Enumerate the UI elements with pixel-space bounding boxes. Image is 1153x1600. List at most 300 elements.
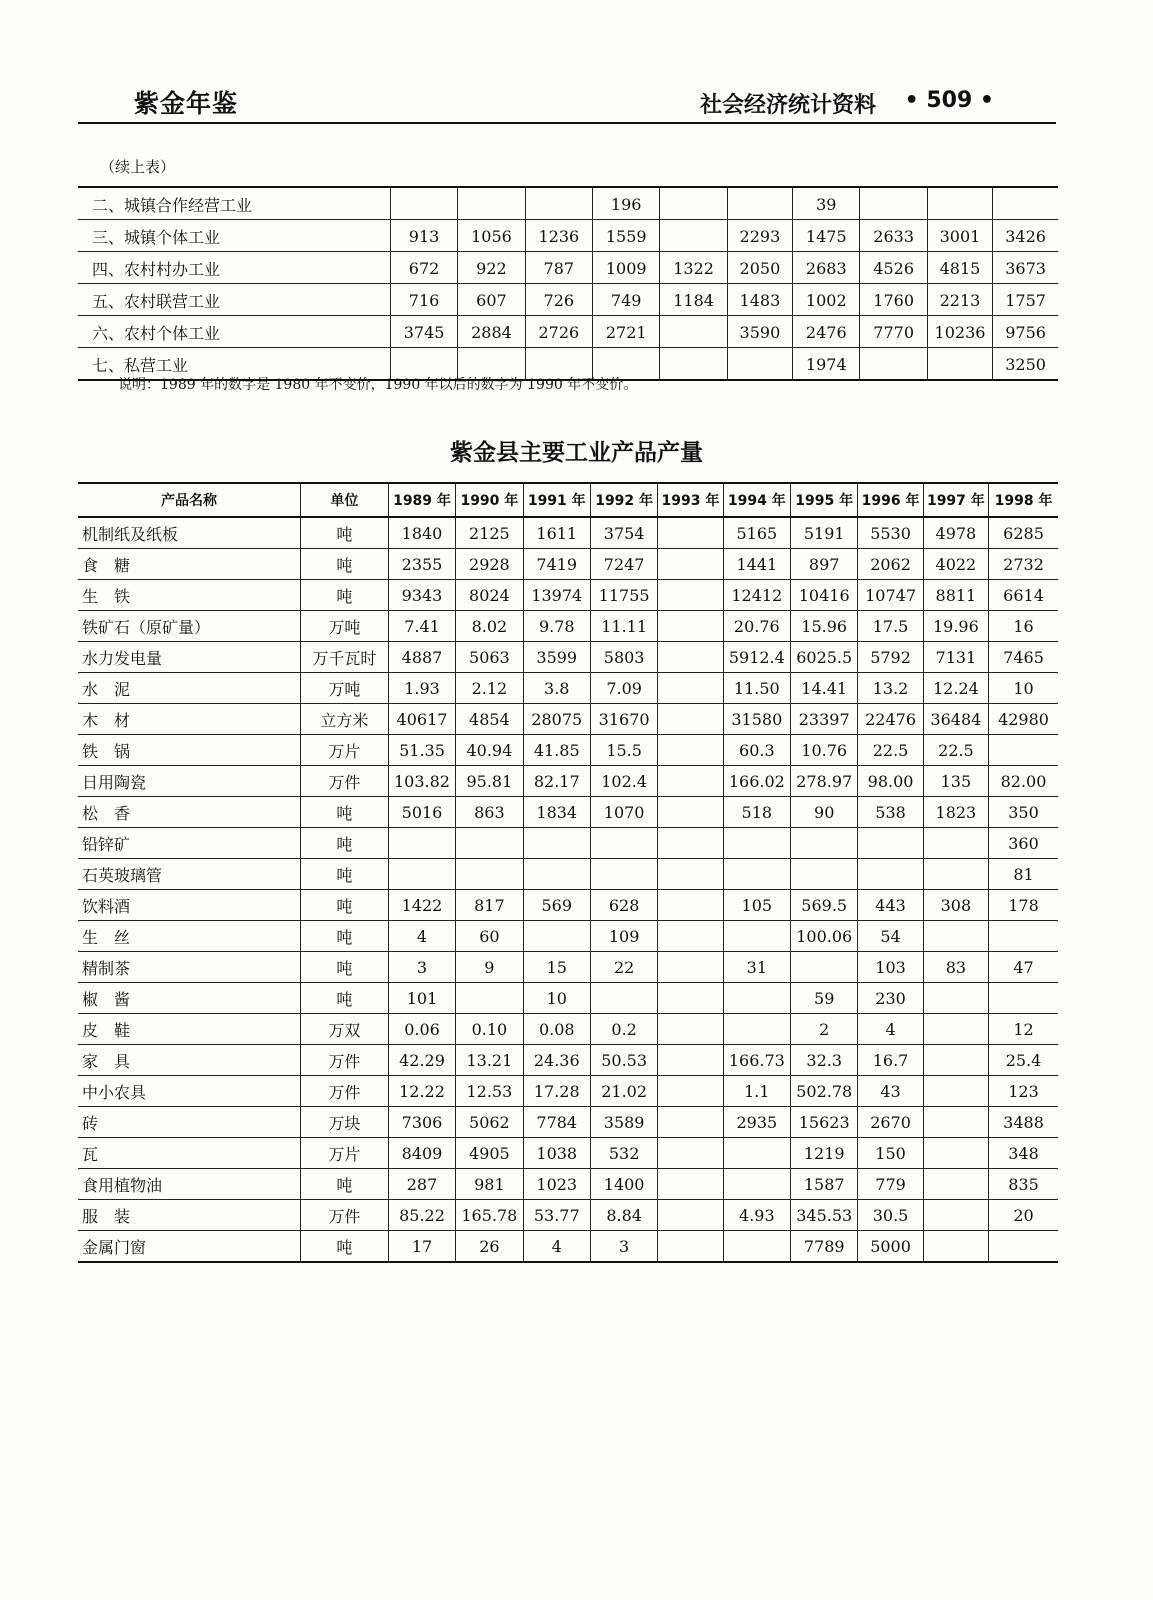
table-cell: 5165 xyxy=(723,517,790,549)
product-name: 椒 酱 xyxy=(78,983,301,1014)
table-row xyxy=(78,1014,1058,1045)
table-cell: 7306 xyxy=(388,1107,455,1138)
table-cell: 28075 xyxy=(523,704,590,735)
table-row xyxy=(78,611,1058,642)
table-row xyxy=(78,673,1058,704)
product-unit: 吨 xyxy=(301,580,389,611)
table-cell: 1219 xyxy=(791,1138,858,1169)
table-cell: 2928 xyxy=(456,549,523,580)
table-cell: 922 xyxy=(458,252,525,284)
table-cell: 4 xyxy=(858,1014,923,1045)
table-cell xyxy=(658,859,723,890)
row-label: 五、农村联营工业 xyxy=(78,284,390,316)
table-cell: 913 xyxy=(390,220,457,252)
table-cell: 21.02 xyxy=(590,1076,657,1107)
product-name: 松 香 xyxy=(78,797,301,828)
table-row xyxy=(78,316,1058,348)
table-cell: 3599 xyxy=(523,642,590,673)
table-cell: 11.50 xyxy=(723,673,790,704)
book-title: 紫金年鉴 xyxy=(134,89,239,118)
table-cell xyxy=(927,348,992,381)
product-unit: 万件 xyxy=(301,1200,389,1231)
table-cell xyxy=(458,187,525,220)
table-cell: 31670 xyxy=(590,704,657,735)
column-header: 1993 年 xyxy=(658,483,723,517)
table-cell: 15.96 xyxy=(791,611,858,642)
table-cell: 2 xyxy=(791,1014,858,1045)
table-cell: 538 xyxy=(858,797,923,828)
table-cell: 105 xyxy=(723,890,790,921)
table-cell: 5000 xyxy=(858,1231,923,1263)
table-cell: 1322 xyxy=(660,252,727,284)
table-cell xyxy=(456,859,523,890)
product-unit: 吨 xyxy=(301,859,389,890)
table-cell: 287 xyxy=(388,1169,455,1200)
table-cell xyxy=(923,1076,988,1107)
table-cell: 82.00 xyxy=(989,766,1058,797)
table-cell: 3589 xyxy=(590,1107,657,1138)
table-cell: 4.93 xyxy=(723,1200,790,1231)
table-cell: 20.76 xyxy=(723,611,790,642)
table-row xyxy=(78,187,1058,220)
table-cell xyxy=(860,348,927,381)
product-name: 机制纸及纸板 xyxy=(78,517,301,549)
table-cell: 787 xyxy=(525,252,592,284)
table-cell: 2213 xyxy=(927,284,992,316)
table-cell xyxy=(525,187,592,220)
table-row xyxy=(78,859,1058,890)
column-header: 产品名称 xyxy=(78,483,301,517)
table-cell: 779 xyxy=(858,1169,923,1200)
table-cell: 16 xyxy=(989,611,1058,642)
table-cell: 1002 xyxy=(793,284,860,316)
table-cell xyxy=(923,921,988,952)
table-cell: 1400 xyxy=(590,1169,657,1200)
continued-label: （续上表） xyxy=(100,158,176,176)
table-cell: 83 xyxy=(923,952,988,983)
table-cell: 22 xyxy=(590,952,657,983)
table-cell: 897 xyxy=(791,549,858,580)
table-cell xyxy=(923,1107,988,1138)
product-name: 铁矿石（原矿量） xyxy=(78,611,301,642)
table-cell: 103.82 xyxy=(388,766,455,797)
table-cell: 5792 xyxy=(858,642,923,673)
header-row xyxy=(78,483,1058,517)
table-cell: 1840 xyxy=(388,517,455,549)
product-name: 瓦 xyxy=(78,1138,301,1169)
table-cell: 749 xyxy=(593,284,660,316)
table-row xyxy=(78,921,1058,952)
table-cell: 981 xyxy=(456,1169,523,1200)
table-cell: 30.5 xyxy=(858,1200,923,1231)
table-cell: 3001 xyxy=(927,220,992,252)
table-cell: 2.12 xyxy=(456,673,523,704)
table-cell: 3673 xyxy=(993,252,1058,284)
table-cell: 10747 xyxy=(858,580,923,611)
table-cell xyxy=(658,642,723,673)
table-cell xyxy=(727,187,792,220)
product-unit: 万吨 xyxy=(301,673,389,704)
table-cell: 2050 xyxy=(727,252,792,284)
table-cell xyxy=(658,611,723,642)
table-cell xyxy=(660,348,727,381)
table-cell: 3590 xyxy=(727,316,792,348)
product-unit: 吨 xyxy=(301,1169,389,1200)
table-cell: 6025.5 xyxy=(791,642,858,673)
table-cell: 53.77 xyxy=(523,1200,590,1231)
table-cell: 5803 xyxy=(590,642,657,673)
table-cell xyxy=(658,797,723,828)
table-cell: 98.00 xyxy=(858,766,923,797)
table-cell xyxy=(927,187,992,220)
table-cell: 7770 xyxy=(860,316,927,348)
products-table xyxy=(78,482,1058,1263)
product-unit: 吨 xyxy=(301,952,389,983)
table-cell xyxy=(858,828,923,859)
product-name: 中小农具 xyxy=(78,1076,301,1107)
table-cell xyxy=(658,517,723,549)
table-cell: 3 xyxy=(388,952,455,983)
table-cell: 12.24 xyxy=(923,673,988,704)
table-cell xyxy=(658,766,723,797)
table-cell: 9343 xyxy=(388,580,455,611)
table-note: 说明：1989 年的数字是 1980 年不变价，1990 年以后的数字为 1990 年不变价。 xyxy=(118,377,638,393)
table-cell xyxy=(658,1045,723,1076)
table-cell: 60 xyxy=(456,921,523,952)
table-cell: 5912.4 xyxy=(723,642,790,673)
table-row xyxy=(78,1045,1058,1076)
product-name: 精制茶 xyxy=(78,952,301,983)
table-cell: 1475 xyxy=(793,220,860,252)
table-row xyxy=(78,1169,1058,1200)
table-cell: 2683 xyxy=(793,252,860,284)
table-cell: 26 xyxy=(456,1231,523,1263)
table-cell: 7.09 xyxy=(590,673,657,704)
table-cell: 4 xyxy=(523,1231,590,1263)
table-cell: 5191 xyxy=(791,517,858,549)
page-number: • 509 • xyxy=(904,88,994,113)
table-cell: 59 xyxy=(791,983,858,1014)
table-cell: 3754 xyxy=(590,517,657,549)
table-cell: 7784 xyxy=(523,1107,590,1138)
table-cell: 502.78 xyxy=(791,1076,858,1107)
table-cell: 3.8 xyxy=(523,673,590,704)
table-cell xyxy=(658,580,723,611)
table-cell: 2125 xyxy=(456,517,523,549)
row-label: 七、私营工业 xyxy=(92,356,189,375)
table-cell: 1184 xyxy=(660,284,727,316)
table-cell: 672 xyxy=(390,252,457,284)
table-row xyxy=(78,735,1058,766)
product-name: 食 糖 xyxy=(78,549,301,580)
table-cell: 1587 xyxy=(791,1169,858,1200)
table-cell: 1760 xyxy=(860,284,927,316)
table-cell: 7.41 xyxy=(388,611,455,642)
table-cell xyxy=(390,187,457,220)
table-cell: 518 xyxy=(723,797,790,828)
table-cell: 8.84 xyxy=(590,1200,657,1231)
product-name: 水力发电量 xyxy=(78,642,301,673)
table-cell xyxy=(723,1231,790,1263)
table-row xyxy=(78,1076,1058,1107)
table-cell: 24.36 xyxy=(523,1045,590,1076)
product-unit: 吨 xyxy=(301,828,389,859)
table-cell: 7789 xyxy=(791,1231,858,1263)
table-cell: 1611 xyxy=(523,517,590,549)
table-cell xyxy=(523,859,590,890)
table-row xyxy=(78,797,1058,828)
column-header: 单位 xyxy=(301,483,389,517)
table-cell xyxy=(723,921,790,952)
table-cell: 54 xyxy=(858,921,923,952)
table-cell: 10416 xyxy=(791,580,858,611)
table-cell: 178 xyxy=(989,890,1058,921)
table-cell: 4815 xyxy=(927,252,992,284)
table-cell: 3 xyxy=(590,1231,657,1263)
table-cell xyxy=(658,952,723,983)
table-cell: 7465 xyxy=(989,642,1058,673)
table-cell xyxy=(923,1045,988,1076)
table-cell: 12.22 xyxy=(388,1076,455,1107)
table-cell xyxy=(723,1169,790,1200)
table-cell: 20 xyxy=(989,1200,1058,1231)
table-cell xyxy=(658,890,723,921)
table-row xyxy=(78,642,1058,673)
table-cell: 2476 xyxy=(793,316,860,348)
table-cell: 1.93 xyxy=(388,673,455,704)
table-cell: 532 xyxy=(590,1138,657,1169)
table-cell: 14.41 xyxy=(791,673,858,704)
table-cell: 166.73 xyxy=(723,1045,790,1076)
table-cell: 1038 xyxy=(523,1138,590,1169)
column-header: 1996 年 xyxy=(858,483,923,517)
table-cell: 43 xyxy=(858,1076,923,1107)
product-unit: 万件 xyxy=(301,766,389,797)
table-cell: 15.5 xyxy=(590,735,657,766)
product-name: 日用陶瓷 xyxy=(78,766,301,797)
table-cell: 569 xyxy=(523,890,590,921)
table-cell xyxy=(658,983,723,1014)
column-header: 1991 年 xyxy=(523,483,590,517)
table-cell: 2355 xyxy=(388,549,455,580)
table-cell: 40617 xyxy=(388,704,455,735)
table-cell: 109 xyxy=(590,921,657,952)
table-cell xyxy=(989,921,1058,952)
table-cell: 41.85 xyxy=(523,735,590,766)
table-cell: 817 xyxy=(456,890,523,921)
column-header: 1997 年 xyxy=(923,483,988,517)
table-cell xyxy=(923,1231,988,1263)
table-cell xyxy=(723,1138,790,1169)
table-row xyxy=(78,828,1058,859)
row-label: 二、城镇合作经营工业 xyxy=(78,187,390,220)
table-cell: 3426 xyxy=(993,220,1058,252)
product-name: 皮 鞋 xyxy=(78,1014,301,1045)
table-cell: 4887 xyxy=(388,642,455,673)
table-cell: 1009 xyxy=(593,252,660,284)
table-cell: 348 xyxy=(989,1138,1058,1169)
table-cell: 40.94 xyxy=(456,735,523,766)
column-header: 1995 年 xyxy=(791,483,858,517)
column-header: 1992 年 xyxy=(590,483,657,517)
table-cell: 1422 xyxy=(388,890,455,921)
table-cell: 2633 xyxy=(860,220,927,252)
table-cell: 2726 xyxy=(525,316,592,348)
table-cell: 4022 xyxy=(923,549,988,580)
table-cell xyxy=(989,1231,1058,1263)
product-unit: 万吨 xyxy=(301,611,389,642)
product-unit: 立方米 xyxy=(301,704,389,735)
table-row xyxy=(78,1200,1058,1231)
table-cell: 1070 xyxy=(590,797,657,828)
table-cell xyxy=(791,828,858,859)
table-cell: 11755 xyxy=(590,580,657,611)
table-row xyxy=(78,983,1058,1014)
table-cell: 103 xyxy=(858,952,923,983)
table-cell: 7247 xyxy=(590,549,657,580)
table-cell xyxy=(923,1138,988,1169)
table-cell: 2884 xyxy=(458,316,525,348)
table-cell: 278.97 xyxy=(791,766,858,797)
table-cell xyxy=(658,1231,723,1263)
product-name: 金属门窗 xyxy=(82,1238,147,1257)
table-cell: 4854 xyxy=(456,704,523,735)
table-cell: 2670 xyxy=(858,1107,923,1138)
table-cell: 39 xyxy=(793,187,860,220)
product-name: 石英玻璃管 xyxy=(78,859,301,890)
table-cell: 726 xyxy=(525,284,592,316)
table-cell xyxy=(923,1200,988,1231)
table-cell xyxy=(727,348,792,381)
table-cell xyxy=(723,859,790,890)
table-cell: 4 xyxy=(388,921,455,952)
table-cell: 10 xyxy=(989,673,1058,704)
table-cell: 8.02 xyxy=(456,611,523,642)
table-row xyxy=(78,580,1058,611)
section-title: 社会经济统计资料 xyxy=(699,93,876,118)
table-cell: 8409 xyxy=(388,1138,455,1169)
table-cell: 166.02 xyxy=(723,766,790,797)
table-cell xyxy=(791,859,858,890)
table-cell: 1483 xyxy=(727,284,792,316)
column-header: 1989 年 xyxy=(388,483,455,517)
table-cell: 12.53 xyxy=(456,1076,523,1107)
table-cell: 42980 xyxy=(989,704,1058,735)
table-cell: 9756 xyxy=(993,316,1058,348)
table-cell xyxy=(590,859,657,890)
table-cell xyxy=(660,220,727,252)
table-cell xyxy=(658,673,723,704)
table-cell: 4905 xyxy=(456,1138,523,1169)
table-cell: 100.06 xyxy=(791,921,858,952)
table-cell: 2935 xyxy=(723,1107,790,1138)
table-cell: 22476 xyxy=(858,704,923,735)
product-name: 铁 锅 xyxy=(78,735,301,766)
table-cell: 17 xyxy=(388,1231,455,1263)
table-cell: 23397 xyxy=(791,704,858,735)
table-cell: 5016 xyxy=(388,797,455,828)
table-cell: 47 xyxy=(989,952,1058,983)
table-cell: 19.96 xyxy=(923,611,988,642)
table-cell: 1023 xyxy=(523,1169,590,1200)
product-unit: 万片 xyxy=(301,735,389,766)
product-unit: 万件 xyxy=(301,1076,389,1107)
product-unit: 万千瓦时 xyxy=(301,642,389,673)
table-cell xyxy=(989,983,1058,1014)
table-cell: 2062 xyxy=(858,549,923,580)
table-cell: 2732 xyxy=(989,549,1058,580)
table-cell xyxy=(993,187,1058,220)
table-cell: 1.1 xyxy=(723,1076,790,1107)
table-cell: 13.2 xyxy=(858,673,923,704)
table-cell: 101 xyxy=(388,983,455,1014)
table-cell: 82.17 xyxy=(523,766,590,797)
table-row xyxy=(78,220,1058,252)
table-cell xyxy=(388,859,455,890)
table-cell: 1236 xyxy=(525,220,592,252)
table-cell xyxy=(658,1169,723,1200)
table-cell: 863 xyxy=(456,797,523,828)
table-cell xyxy=(923,1014,988,1045)
table-cell: 135 xyxy=(923,766,988,797)
continued-table xyxy=(78,186,1058,381)
table-cell xyxy=(923,983,988,1014)
table-cell: 230 xyxy=(858,983,923,1014)
table-cell: 85.22 xyxy=(388,1200,455,1231)
product-unit: 万双 xyxy=(301,1014,389,1045)
table-cell: 22.5 xyxy=(923,735,988,766)
table-cell xyxy=(658,1138,723,1169)
table-row xyxy=(78,252,1058,284)
product-unit: 万件 xyxy=(301,1045,389,1076)
table-cell xyxy=(723,828,790,859)
table-cell: 31580 xyxy=(723,704,790,735)
table-cell: 6285 xyxy=(989,517,1058,549)
page-header xyxy=(78,80,1056,124)
table-cell xyxy=(456,983,523,1014)
product-name: 饮料酒 xyxy=(78,890,301,921)
product-unit: 万片 xyxy=(301,1138,389,1169)
table-cell xyxy=(523,828,590,859)
product-name: 食用植物油 xyxy=(78,1169,301,1200)
table-cell: 350 xyxy=(989,797,1058,828)
product-name: 家 具 xyxy=(78,1045,301,1076)
table-cell: 13974 xyxy=(523,580,590,611)
table-cell xyxy=(590,983,657,1014)
table-cell: 716 xyxy=(390,284,457,316)
table-cell xyxy=(791,952,858,983)
table-cell: 10 xyxy=(523,983,590,1014)
table-cell xyxy=(658,921,723,952)
table-cell: 196 xyxy=(593,187,660,220)
table-cell: 308 xyxy=(923,890,988,921)
table-cell: 31 xyxy=(723,952,790,983)
table-cell xyxy=(658,549,723,580)
table-cell: 1974 xyxy=(793,348,860,381)
table-cell: 11.11 xyxy=(590,611,657,642)
table-cell: 95.81 xyxy=(456,766,523,797)
table-cell: 13.21 xyxy=(456,1045,523,1076)
table-cell: 0.08 xyxy=(523,1014,590,1045)
table-cell: 3488 xyxy=(989,1107,1058,1138)
table-cell: 9 xyxy=(456,952,523,983)
table-cell: 60.3 xyxy=(723,735,790,766)
product-unit: 吨 xyxy=(301,983,389,1014)
table-cell xyxy=(523,921,590,952)
table-cell: 8811 xyxy=(923,580,988,611)
table-cell: 17.5 xyxy=(858,611,923,642)
column-header: 1998 年 xyxy=(989,483,1058,517)
